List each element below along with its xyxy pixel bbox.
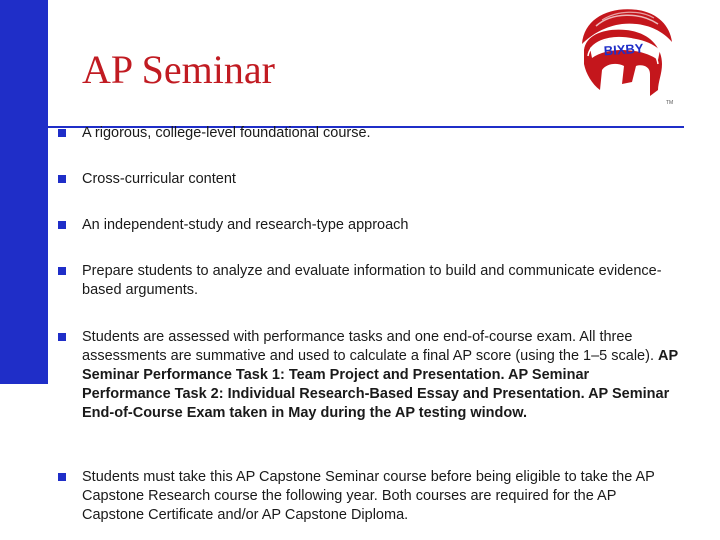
- bullet-item: [56, 328, 680, 423]
- bullet-text: Prepare students to analyze and evaluate information to build and communicate evidence-based arguments.: [82, 263, 662, 298]
- bullet-text: Cross-curricular content: [82, 171, 236, 187]
- square-bullet-icon: [58, 175, 66, 183]
- bullet-item: [56, 216, 680, 235]
- square-bullet-icon: [58, 267, 66, 275]
- bullet-text: [82, 328, 680, 423]
- logo-text: BIXBY: [603, 40, 645, 59]
- bullet-text: A rigorous, college-level foundational course.: [82, 125, 371, 141]
- square-bullet-icon: [58, 129, 66, 137]
- slide-title: AP Seminar: [82, 47, 275, 92]
- left-accent-bar: [0, 0, 48, 384]
- square-bullet-icon: [58, 473, 66, 481]
- bullet-plain-text: Students are assessed with performance tasks and one end-of-course exam. All three assessments are summative and used to calculate a final AP score (using the 1–5 scale).: [82, 329, 654, 364]
- square-bullet-icon: [58, 333, 66, 341]
- spartan-helmet-logo-icon: [562, 4, 676, 108]
- logo-trademark: TM: [666, 100, 674, 106]
- bullet-item: [56, 468, 680, 525]
- square-bullet-icon: [58, 221, 66, 229]
- bullet-item: [56, 170, 680, 189]
- bullet-bold-text: AP Seminar Performance Task 1: Team Project and Presentation. AP Seminar Performance Task 2: Individual Research-Based Essay and Presentation. AP Seminar End-of-Course Exam taken in May during the AP testing window.: [82, 348, 678, 421]
- bullet-text: An independent-study and research-type approach: [82, 217, 409, 233]
- bullet-text: Students must take this AP Capstone Seminar course before being eligible to take the AP Capstone Research course the following year. Both courses are required for the AP Capstone Certificate and/or AP Capstone Diploma.: [82, 469, 655, 523]
- bullet-item: [56, 124, 680, 143]
- bullet-item: [56, 262, 680, 300]
